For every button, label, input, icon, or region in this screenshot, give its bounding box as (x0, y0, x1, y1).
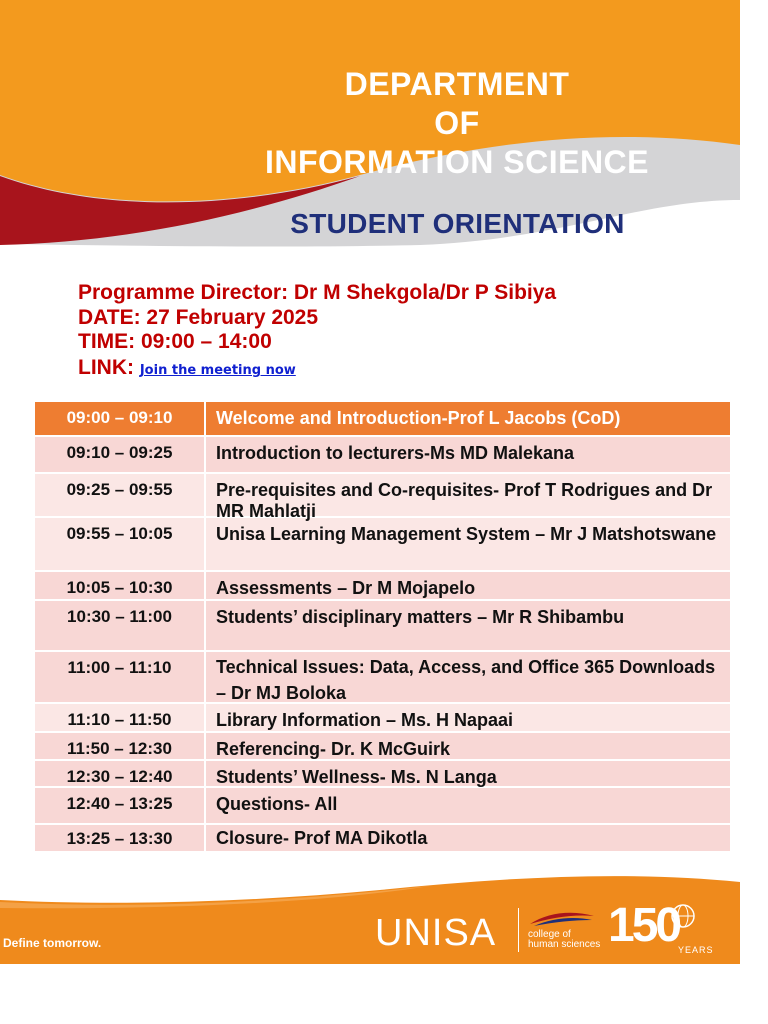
row-item: Introduction to lecturers-Ms MD Malekana (216, 443, 575, 463)
meeting-link-row (78, 356, 296, 380)
schedule-row (35, 474, 730, 521)
row-item: Pre-requisites and Co-requisites- Prof T Rodrigues and Dr MR Mahlatji (216, 480, 713, 521)
title-line-2: OF (434, 105, 480, 141)
row-time: 12:30 – 12:40 (35, 761, 206, 786)
college-line-1: college of (528, 929, 571, 940)
schedule-row (35, 518, 730, 572)
unisa-wings-icon (528, 910, 596, 928)
link-label: LINK: (78, 356, 134, 379)
event-time: TIME: 09:00 – 14:00 (78, 330, 272, 353)
row-time: 09:00 – 09:10 (35, 402, 206, 435)
globe-icon (670, 903, 696, 929)
row-time: 11:10 – 11:50 (35, 704, 206, 731)
anniversary-label: YEARS (678, 945, 714, 955)
schedule-row (35, 402, 730, 437)
row-item: Students’ Wellness- Ms. N Langa (216, 767, 497, 787)
college-name (528, 930, 600, 950)
row-item: Assessments – Dr M Mojapelo (216, 578, 476, 598)
event-date: DATE: 27 February 2025 (78, 306, 319, 329)
schedule-row (35, 733, 730, 761)
row-time: 11:50 – 12:30 (35, 733, 206, 759)
join-meeting-link[interactable]: Join the meeting now (139, 363, 296, 378)
unisa-logo-text: UNISA (375, 912, 497, 954)
row-time: 09:55 – 10:05 (35, 518, 206, 570)
row-item: Welcome and Introduction-Prof L Jacobs (CoD) (216, 408, 621, 428)
row-item: Unisa Learning Management System – Mr J Matshotswane (216, 524, 717, 544)
logo-divider (518, 908, 520, 952)
schedule-row (35, 788, 730, 825)
schedule-row (35, 437, 730, 474)
schedule-row (35, 572, 730, 601)
row-time: 10:30 – 11:00 (35, 601, 206, 650)
schedule-table (35, 402, 730, 851)
schedule-row (35, 825, 730, 851)
row-time: 09:10 – 09:25 (35, 437, 206, 472)
college-line-2: human sciences (528, 939, 601, 950)
schedule-row (35, 652, 730, 704)
schedule-row (35, 761, 730, 788)
page-subtitle: STUDENT ORIENTATION (290, 208, 625, 239)
title-line-1: DEPARTMENT (344, 66, 570, 102)
row-time: 12:40 – 13:25 (35, 788, 206, 823)
schedule-row (35, 704, 730, 733)
anniversary-number: 150 (608, 899, 680, 952)
row-time: 09:25 – 09:55 (35, 474, 206, 516)
row-time: 11:00 – 11:10 (35, 652, 206, 702)
title-line-3: INFORMATION SCIENCE (264, 144, 649, 180)
row-item: Questions- All (216, 794, 338, 814)
schedule-row (35, 601, 730, 652)
row-item: Referencing- Dr. K McGuirk (216, 739, 451, 759)
row-item: Library Information – Ms. H Napaai (216, 710, 514, 730)
row-time: 10:05 – 10:30 (35, 572, 206, 599)
row-item: Closure- Prof MA Dikotla (216, 828, 428, 848)
programme-director: Programme Director: Dr M Shekgola/Dr P Sibiya (78, 281, 557, 304)
tagline: Define tomorrow. (3, 936, 102, 950)
row-item: Students’ disciplinary matters – Mr R Shibambu (216, 607, 625, 627)
row-time: 13:25 – 13:30 (35, 825, 206, 851)
row-item: Technical Issues: Data, Access, and Office 365 Downloads – Dr MJ Boloka (216, 657, 716, 703)
